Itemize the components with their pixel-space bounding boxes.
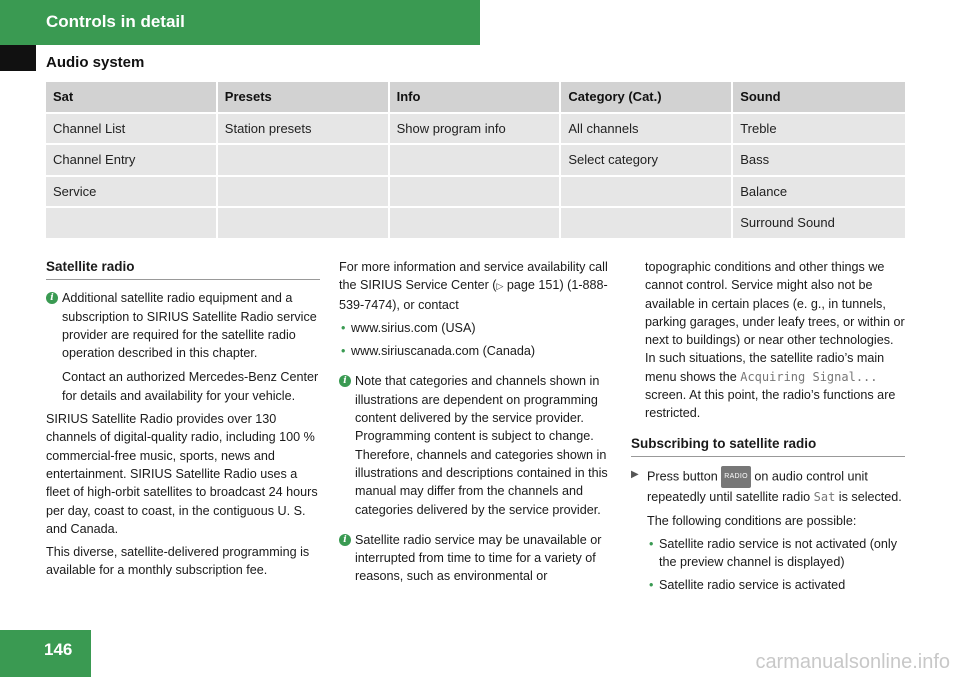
info-icon: i bbox=[339, 375, 351, 387]
info-icon: i bbox=[46, 292, 58, 304]
page-reference-link[interactable]: page 151 bbox=[506, 278, 560, 293]
list-item bbox=[647, 576, 905, 594]
list-item bbox=[339, 342, 613, 360]
table-header-row bbox=[46, 82, 905, 114]
list-item bbox=[647, 535, 905, 572]
arrow-right-icon: ▶ bbox=[631, 468, 639, 480]
paragraph-text: For more information and service availability call the SIRIUS Service Center ( bbox=[339, 260, 608, 293]
table-header-cell: Category (Cat.) bbox=[561, 82, 733, 114]
paragraph-text: topographic conditions and other things we cannot control. Service might also not be available in certain places (e. g., in tunnels, parking garages, under leafy trees, or within or next to buildings) or near other technologies. In such situations, the satellite radio’s main menu shows the bbox=[645, 260, 905, 384]
step-text: on audio control unit repeatedly until satellite radio bbox=[647, 469, 868, 505]
step-text: Press button bbox=[647, 469, 722, 484]
note-text: Note that categories and channels shown in illustrations are dependent on programming content delivered by the service provider. Programming content is subject to change. Therefore, channels and categories shown in illustrations and descriptions contained in this manual may differ from the channels and categories delivered by the service provider. bbox=[355, 374, 608, 517]
table-row bbox=[46, 145, 905, 177]
note-continuation: Contact an authorized Mercedes-Benz Center for details and availability for your vehicle. bbox=[62, 370, 319, 403]
radio-button-icon: RADIO bbox=[721, 466, 751, 488]
table-cell bbox=[390, 208, 562, 240]
table-cell: All channels bbox=[561, 114, 733, 146]
text-column-1 bbox=[46, 258, 320, 585]
bullet-dot-icon: • bbox=[341, 320, 346, 335]
table-cell bbox=[218, 177, 390, 209]
bullet-dot-icon: • bbox=[649, 578, 654, 593]
bullet-dot-icon: • bbox=[649, 536, 654, 551]
table-cell bbox=[218, 208, 390, 240]
table-row bbox=[46, 177, 905, 209]
satellite-radio-heading: Satellite radio bbox=[46, 258, 320, 280]
body-paragraph: SIRIUS Satellite Radio provides over 130 channels of digital-quality radio, including 100 % commercial-free music, sports, news and entertainment. SIRIUS Satellite Radio uses a fleet of high-orbit satellites to broadcast 24 hours per day, coast to coast, in the contiguous U. S. and Canada. bbox=[46, 412, 318, 536]
step-text: is selected. bbox=[835, 490, 902, 505]
page-reference-arrow-icon: ▷ bbox=[496, 281, 504, 292]
body-paragraph bbox=[339, 258, 613, 314]
info-icon: i bbox=[339, 534, 351, 546]
table-cell: Show program info bbox=[390, 114, 562, 146]
website-link[interactable]: www.sirius.com (USA) bbox=[351, 320, 476, 335]
info-note bbox=[339, 372, 613, 518]
table-cell: Channel List bbox=[46, 114, 218, 146]
info-note bbox=[339, 531, 613, 586]
table-header-cell: Presets bbox=[218, 82, 390, 114]
table-cell: Surround Sound bbox=[733, 208, 905, 240]
menu-structure-table bbox=[46, 82, 905, 240]
table-cell bbox=[390, 145, 562, 177]
subscribing-heading: Subscribing to satellite radio bbox=[631, 435, 905, 457]
website-link[interactable]: www.siriuscanada.com (Canada) bbox=[351, 344, 536, 359]
table-cell bbox=[561, 208, 733, 240]
watermark: carmanualsonline.info bbox=[755, 651, 950, 673]
text-column-3 bbox=[631, 258, 905, 600]
display-message: Acquiring Signal... bbox=[740, 369, 878, 384]
text-column-2 bbox=[339, 258, 613, 592]
table-header-cell: Sat bbox=[46, 82, 218, 114]
corner-mark bbox=[0, 45, 36, 71]
paragraph-text: screen. At this point, the radio’s functions are restricted. bbox=[645, 388, 896, 421]
table-cell bbox=[390, 177, 562, 209]
bullet-dot-icon: • bbox=[341, 344, 346, 359]
note-text: Additional satellite radio equipment and a subscription to SIRIUS Satellite Radio service provider are required for the satellite radio operation described in this chapter. bbox=[62, 291, 317, 361]
chapter-title: Controls in detail bbox=[46, 12, 185, 31]
conditions-intro: The following conditions are possible: bbox=[647, 513, 857, 528]
section-title: Audio system bbox=[46, 54, 145, 71]
table-cell: Balance bbox=[733, 177, 905, 209]
table-cell: Channel Entry bbox=[46, 145, 218, 177]
table-cell: Station presets bbox=[218, 114, 390, 146]
list-item bbox=[339, 319, 613, 337]
page-number: 146 bbox=[44, 640, 73, 659]
paragraph-text: ) (1-888-539-7474), or contact bbox=[339, 278, 608, 312]
table-header-cell: Info bbox=[390, 82, 562, 114]
body-paragraph bbox=[631, 258, 905, 423]
body-paragraph: This diverse, satellite-delivered programming is available for a monthly subscription fee. bbox=[46, 545, 310, 578]
table-cell: Bass bbox=[733, 145, 905, 177]
condition-text: Satellite radio service is activated bbox=[659, 578, 846, 593]
instruction-step bbox=[631, 466, 905, 507]
display-message: Sat bbox=[813, 490, 836, 505]
table-cell: Treble bbox=[733, 114, 905, 146]
note-text: Satellite radio service may be unavailable or interrupted from time to time for a variety of reasons, such as environmental or bbox=[355, 532, 602, 584]
table-row bbox=[46, 114, 905, 146]
table-cell: Service bbox=[46, 177, 218, 209]
table-cell bbox=[46, 208, 218, 240]
condition-text: Satellite radio service is not activated (only the preview channel is displayed) bbox=[659, 536, 897, 570]
table-cell: Select category bbox=[561, 145, 733, 177]
info-note bbox=[46, 289, 320, 362]
table-cell bbox=[561, 177, 733, 209]
table-cell bbox=[218, 145, 390, 177]
table-row bbox=[46, 208, 905, 240]
table-header-cell: Sound bbox=[733, 82, 905, 114]
